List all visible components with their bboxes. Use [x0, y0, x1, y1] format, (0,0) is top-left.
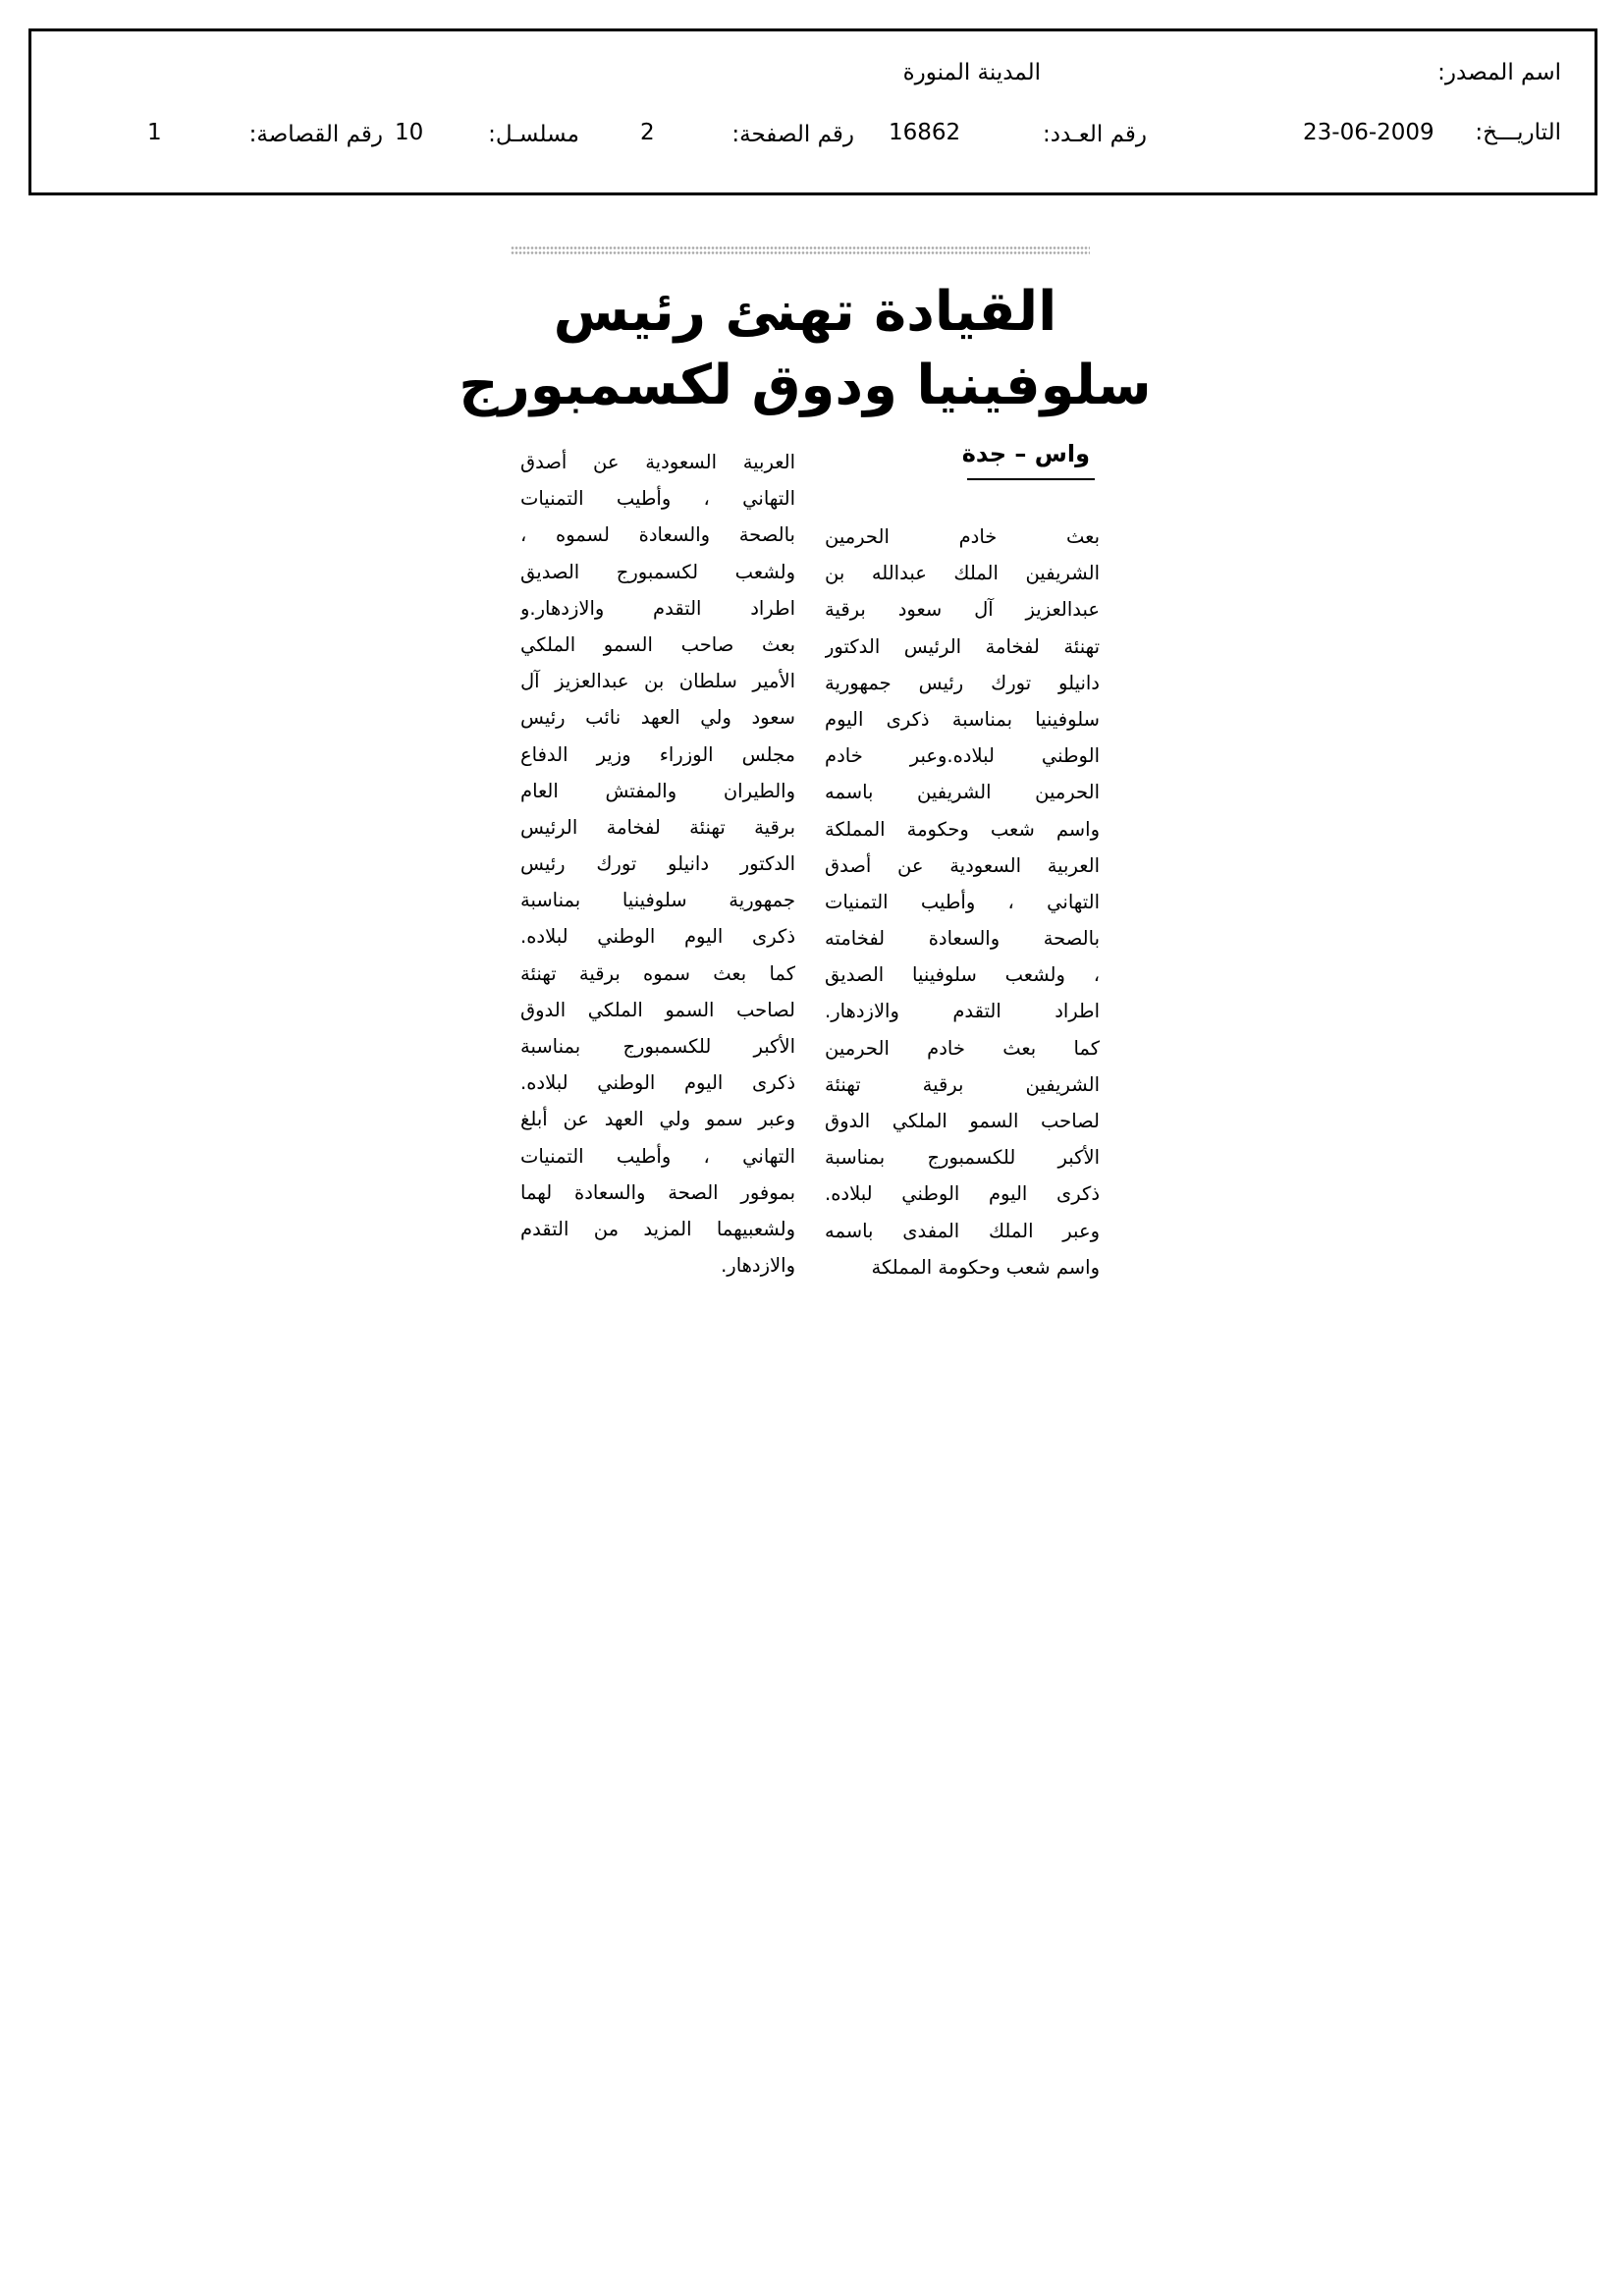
article-line: اطراد التقدم والازدهار. [825, 1000, 1100, 1023]
article-line: ذكرى اليوم الوطني لبلاده. [520, 1071, 795, 1095]
article-line: ولشعب لكسمبورج الصديق [520, 560, 795, 583]
date-label: التاريـــخ: [1475, 120, 1561, 145]
clip-value: 1 [147, 120, 162, 145]
byline: واس – جدة [961, 440, 1090, 467]
article-line: الحرمين الشريفين باسمه [825, 781, 1100, 804]
article-line: لصاحب السمو الملكي الدوق [825, 1110, 1100, 1132]
article-line: سلوفينيا بمناسبة ذكرى اليوم [825, 707, 1100, 731]
issue-value: 16862 [889, 120, 961, 145]
article-line: العربية السعودية عن أصدق [825, 853, 1100, 877]
article-line: لصاحب السمو الملكي الدوق [520, 998, 795, 1021]
article-line: جمهورية سلوفينيا بمناسبة [520, 889, 795, 912]
article-line: سعود ولي العهد نائب رئيس [520, 706, 795, 730]
article-line: وعبر الملك المفدى باسمه [825, 1219, 1100, 1242]
article-line: برقية تهنئة لفخامة الرئيس [520, 815, 795, 839]
article-line: الوطني لبلاده.وعبر خادم [825, 744, 1100, 768]
article-line: التهاني ، وأطيب التمنيات [520, 1144, 795, 1168]
article-line: بعث صاحب السمو الملكي [520, 632, 795, 656]
article-line: الشريفين الملك عبدالله بن [825, 562, 1100, 585]
article-line: واسم شعب وحكومة المملكة [871, 1255, 1100, 1279]
article-line: الشريفين برقية تهنئة [825, 1072, 1100, 1096]
article-line: والازدهار. [721, 1254, 795, 1278]
article-line: الأمير سلطان بن عبدالعزيز آل [520, 670, 795, 693]
article-line: اطراد التقدم والازدهار.و [520, 596, 795, 620]
article-line: تهنئة لفخامة الرئيس الدكتور [825, 634, 1100, 658]
article-line: وعبر سمو ولي العهد عن أبلغ [520, 1108, 795, 1131]
serial-label: مسلسـل: [488, 122, 579, 147]
source-value: المدينة المنورة [902, 60, 1041, 85]
article-line: ولشعبيهما المزيد من التقدم [520, 1217, 795, 1240]
clipping-header-box [28, 28, 1597, 195]
article-line: الأكبر للكسمبورج بمناسبة [825, 1146, 1100, 1170]
article-line: الأكبر للكسمبورج بمناسبة [520, 1035, 795, 1058]
clipping-top-texture [511, 246, 1090, 255]
serial-value: 10 [395, 120, 424, 145]
article-column-right [825, 519, 1100, 1285]
byline-underline [967, 478, 1095, 480]
article-line: بالصحة والسعادة لفخامته [825, 927, 1100, 951]
article-line: عبدالعزيز آل سعود برقية [825, 598, 1100, 622]
article-line: التهاني ، وأطيب التمنيات [520, 487, 795, 511]
article-line: ذكرى اليوم الوطني لبلاده. [825, 1182, 1100, 1206]
article-line: دانيلو تورك رئيس جمهورية [825, 671, 1100, 694]
page-label: رقم الصفحة: [731, 122, 854, 147]
issue-label: رقم العـدد: [1042, 122, 1147, 147]
page-value: 2 [640, 120, 655, 145]
source-label: اسم المصدر: [1437, 60, 1561, 85]
headline-line-1: القيادة تهنئ رئيس [553, 280, 1057, 344]
article-line: ذكرى اليوم الوطني لبلاده. [520, 925, 795, 949]
article-line: واسم شعب وحكومة المملكة [825, 817, 1100, 841]
article-line: بعث خادم الحرمين [825, 525, 1100, 548]
article-line: مجلس الوزراء وزير الدفاع [520, 742, 795, 766]
article-line: كما بعث سموه برقية تهنئة [520, 961, 795, 985]
article-column-left [520, 444, 795, 1284]
article-line: بالصحة والسعادة لسموه ، [520, 523, 795, 547]
headline-line-2: سلوفينيا ودوق لكسمبورج [459, 354, 1152, 417]
article-line: والطيران والمفتش العام [520, 779, 795, 802]
article-line: كما بعث خادم الحرمين [825, 1036, 1100, 1060]
article-line: التهاني ، وأطيب التمنيات [825, 890, 1100, 913]
article-line: العربية السعودية عن أصدق [520, 451, 795, 473]
article-line: بموفور الصحة والسعادة لهما [520, 1180, 795, 1204]
date-value: 23-06-2009 [1303, 120, 1434, 145]
article-line: الدكتور دانيلو تورك رئيس [520, 852, 795, 876]
article-line: ، ولشعب سلوفينيا الصديق [825, 963, 1100, 987]
clip-label: رقم القصاصة: [248, 122, 383, 147]
